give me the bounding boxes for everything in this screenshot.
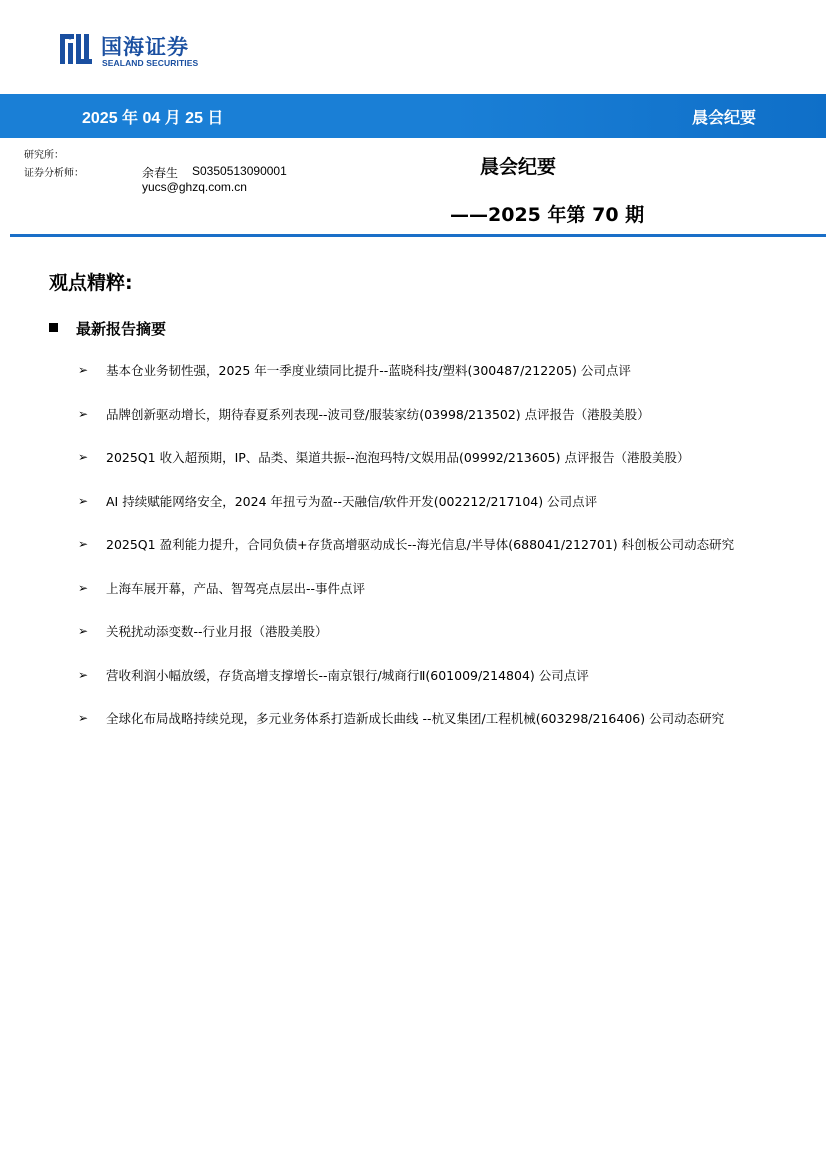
list-item-text: 基本仓业务韧性强，2025 年一季度业绩同比提升--蓝晓科技/塑料(300487/212205) 公司点评: [106, 363, 631, 378]
analyst-name: 余春生: [142, 166, 179, 180]
document-title: 晨会纪要: [480, 156, 557, 178]
list-item: [78, 708, 798, 730]
arrow-bullet-icon: ➢: [78, 363, 89, 377]
list-item: [78, 447, 798, 469]
sub-heading-text: 最新报告摘要: [76, 320, 167, 338]
analyst-email: yucs@ghzq.com.cn: [142, 180, 247, 194]
list-item-text: 全球化布局战略持续兑现，多元业务体系打造新成长曲线 --杭叉集团/工程机械(603298/216406) 公司动态研究: [106, 711, 725, 726]
report-type: 晨会纪要: [691, 108, 756, 127]
arrow-bullet-icon: ➢: [78, 667, 89, 682]
institute-label: 研究所：: [24, 150, 64, 161]
list-item: [78, 491, 798, 513]
list-item-text: 关税扰动添变数--行业月报（港股美股）: [106, 624, 328, 639]
arrow-bullet-icon: ➢: [78, 493, 89, 508]
document-issue: ——2025 年第 70 期: [450, 204, 645, 226]
list-item-text: 2025Q1 收入超预期，IP、品类、渠道共振--泡泡玛特/文娱用品(09992/213605) 点评报告（港股美股）: [106, 450, 690, 465]
header-divider: [10, 234, 826, 237]
section-heading: 观点精粹:: [49, 272, 133, 294]
list-item-text: AI 持续赋能网络安全，2024 年扭亏为盈--天融信/软件开发(002212/217104) 公司点评: [106, 493, 598, 509]
analyst-label: 证券分析师：: [24, 168, 84, 179]
report-summary-list: [78, 360, 798, 752]
arrow-bullet-icon: ➢: [78, 450, 89, 464]
list-item: [78, 578, 798, 600]
list-item: [78, 360, 798, 382]
square-bullet-icon: [49, 323, 58, 332]
list-item: [78, 404, 798, 426]
list-item-text: 上海车展开幕，产品、智驾亮点层出--事件点评: [106, 580, 366, 596]
list-item-text: 2025Q1 盈利能力提升，合同负债+存货高增驱动成长--海光信息/半导体(688041/212701) 科创板公司动态研究: [106, 537, 735, 552]
report-date: 2025 年 04 月 25 日: [82, 110, 224, 127]
sealand-logo-icon: [58, 32, 94, 68]
arrow-bullet-icon: ➢: [78, 711, 89, 725]
arrow-bullet-icon: ➢: [78, 580, 89, 595]
sub-heading: [49, 318, 166, 338]
arrow-bullet-icon: ➢: [78, 624, 89, 638]
list-item: [78, 621, 798, 643]
list-item: [78, 534, 798, 556]
company-logo: [58, 30, 218, 70]
logo-name-en: SEALAND SECURITIES: [102, 58, 199, 68]
header-banner: [0, 94, 826, 138]
arrow-bullet-icon: ➢: [78, 537, 89, 551]
list-item-text: 品牌创新驱动增长，期待春夏系列表现--波司登/服装家纺(03998/213502) 点评报告（港股美股）: [106, 406, 650, 422]
logo-name-cn: 国海证券: [101, 35, 189, 59]
list-item-text: 营收利润小幅放缓，存货高增支撑增长--南京银行/城商行Ⅱ(601009/214804) 公司点评: [106, 667, 589, 683]
analyst-code: S0350513090001: [192, 164, 287, 178]
arrow-bullet-icon: ➢: [78, 406, 89, 421]
list-item: [78, 665, 798, 687]
